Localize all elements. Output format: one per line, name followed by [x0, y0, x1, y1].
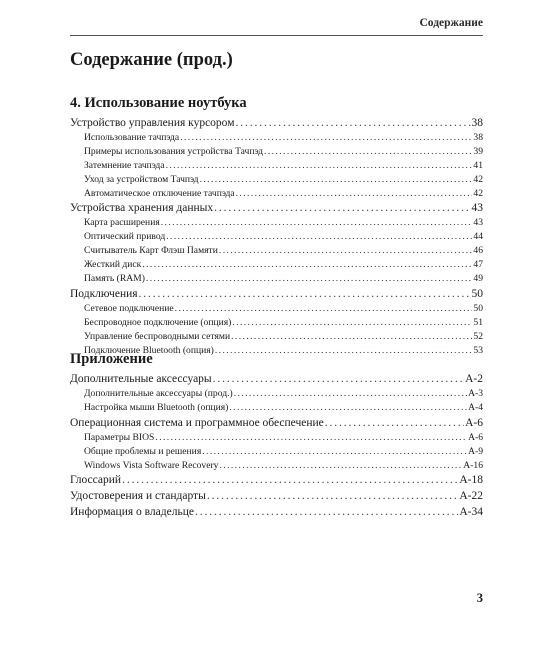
dot-leader [213, 371, 464, 387]
toc-section-usage [70, 94, 483, 357]
dot-leader [166, 159, 473, 173]
toc-entry-page: 38 [473, 132, 483, 143]
toc-entry-page: 50 [471, 287, 483, 300]
toc-entry-label: Автоматическое отключение тачпэда [84, 187, 235, 199]
toc-entry [70, 159, 483, 173]
page-number: 3 [476, 591, 483, 605]
dot-leader [234, 387, 467, 401]
toc-entry-page: A-2 [465, 373, 483, 385]
toc-entry-page: A-22 [459, 490, 483, 503]
toc-entry [70, 187, 483, 201]
dot-leader [180, 131, 472, 145]
dot-leader [155, 431, 467, 445]
toc-entry-label: Дополнительные аксессуары (прод.) [84, 388, 233, 399]
toc-entry [70, 445, 483, 459]
toc-entry-label: Устройства хранения данных [70, 202, 214, 215]
dot-leader [200, 173, 473, 187]
dot-leader [175, 302, 473, 316]
dot-leader [207, 488, 459, 504]
toc-entry-label: Оптический привод [84, 231, 166, 243]
dot-leader [166, 230, 472, 244]
dot-leader [142, 258, 472, 272]
toc-entry-label: Уход за устройством Тачпэд [84, 173, 199, 185]
dot-leader [161, 216, 473, 230]
dot-leader [232, 316, 472, 330]
dot-leader [214, 200, 470, 216]
toc-entry-label: Затемнение тачпэда [84, 159, 165, 171]
toc-entry-page: 50 [473, 302, 483, 314]
toc-entry [70, 131, 483, 145]
toc-entry [70, 330, 483, 344]
dot-leader [325, 415, 464, 431]
toc-entry-page: 51 [473, 316, 483, 328]
dot-leader [195, 504, 458, 520]
toc-entry [70, 488, 483, 504]
toc-entries [70, 115, 483, 357]
dot-leader [219, 459, 462, 473]
toc-entry-page: A-18 [459, 474, 483, 487]
toc-entry-label: Сетевое подключение [84, 302, 174, 314]
toc-entry [70, 272, 483, 286]
toc-entry-label: Устройство управления курсором [70, 117, 235, 129]
toc-entry-label: Windows Vista Software Recovery [84, 459, 219, 471]
toc-entry-label: Дополнительные аксессуары [70, 373, 212, 385]
dot-leader [236, 187, 473, 201]
toc-entry-label: Считыватель Карт Флэш Памяти [84, 245, 218, 257]
toc-entry [70, 302, 483, 316]
toc-entry [70, 431, 483, 445]
toc-entry-page: 41 [473, 159, 483, 171]
toc-entry-label: Примеры использования устройства Тачпэд [84, 145, 264, 157]
toc-entry-label: Память (RAM) [84, 273, 145, 285]
toc-entry-page: 43 [473, 217, 483, 229]
dot-leader [122, 472, 458, 488]
toc-entry-page: 47 [473, 259, 483, 271]
toc-entry-label: Информация о владельце [70, 506, 194, 519]
toc-entry [70, 115, 483, 131]
toc-entry [70, 415, 483, 431]
toc-entry [70, 387, 483, 401]
toc-entry [70, 459, 483, 473]
dot-leader [264, 145, 472, 159]
toc-section-appendix [70, 350, 483, 520]
toc-entry [70, 401, 483, 415]
section-title: Приложение [70, 351, 153, 367]
dot-leader [231, 330, 472, 344]
running-header: Содержание [419, 17, 483, 29]
toc-entry [70, 216, 483, 230]
toc-entry [70, 200, 483, 216]
toc-entry-label: Подключение Bluetooth (опция) [84, 344, 214, 356]
toc-entry-page: 42 [473, 173, 483, 185]
toc-entry-page: 38 [471, 117, 483, 129]
toc-entry-label: Карта расширения [84, 217, 160, 229]
toc-entry-page: A-3 [468, 388, 483, 399]
toc-entries [70, 371, 483, 520]
toc-entry-label: Параметры BIOS [84, 431, 155, 443]
toc-entry-label: Общие проблемы и решения [84, 445, 202, 457]
toc-entry [70, 173, 483, 187]
dot-leader [219, 244, 473, 258]
dot-leader [235, 115, 470, 131]
dot-leader [229, 401, 467, 415]
dot-leader [146, 272, 473, 286]
page-title: Содержание (прод.) [70, 50, 233, 70]
toc-entry-label: Использование тачпэда [84, 132, 180, 143]
section-title: 4. Использование ноутбука [70, 95, 247, 111]
toc-entry-page: 46 [473, 245, 483, 257]
toc-entry [70, 371, 483, 387]
toc-entry-page: A-6 [468, 431, 483, 443]
dot-leader [202, 445, 467, 459]
toc-entry [70, 258, 483, 272]
toc-entry-page: 39 [473, 145, 483, 157]
toc-entry-page: A-34 [459, 506, 483, 519]
toc-entry-page: A-6 [465, 416, 483, 429]
toc-entry-page: 52 [473, 330, 483, 342]
toc-entry [70, 286, 483, 302]
toc-entry-label: Операционная система и программное обеспечение [70, 416, 324, 429]
toc-entry-label: Настройка мыши Bluetooth (опция) [84, 401, 229, 413]
header-rule [70, 35, 483, 36]
toc-entry [70, 472, 483, 488]
toc-entry [70, 244, 483, 258]
toc-entry-label: Управление беспроводными сетями [84, 330, 231, 342]
dot-leader [139, 286, 471, 302]
toc-entry-page: 49 [473, 273, 483, 285]
toc-entry-label: Жесткий диск [84, 259, 142, 271]
toc-entry-page: A-9 [468, 445, 483, 457]
toc-entry [70, 316, 483, 330]
toc-entry-page: 44 [473, 231, 483, 243]
toc-entry [70, 230, 483, 244]
toc-entry-page: 53 [473, 344, 483, 356]
toc-entry [70, 145, 483, 159]
toc-entry-label: Подключения [70, 287, 138, 300]
toc-entry-label: Удостоверения и стандарты [70, 490, 206, 503]
toc-entry-page: A-16 [463, 459, 483, 471]
toc-entry [70, 504, 483, 520]
toc-entry-label: Беспроводное подключение (опция) [84, 316, 232, 328]
toc-entry-page: 42 [473, 187, 483, 199]
toc-entry-page: 43 [471, 202, 483, 215]
toc-entry-label: Глоссарий [70, 474, 122, 487]
toc-entry-page: A-4 [468, 401, 483, 413]
